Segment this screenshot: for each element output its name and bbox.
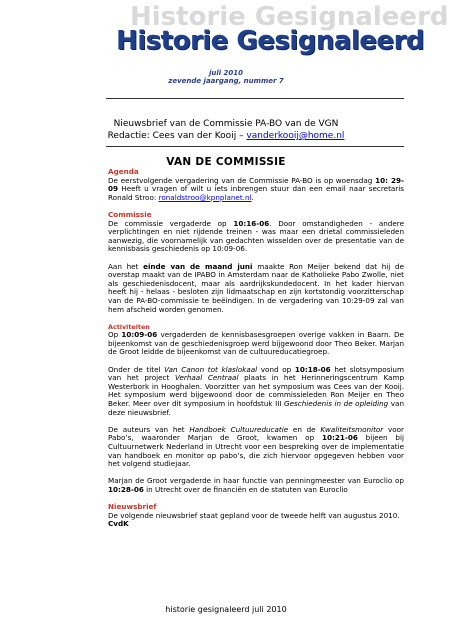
newsletter-subtitle: Nieuwsbrief van de Commissie PA-BO van de VGN bbox=[113, 119, 339, 129]
nieuwsbrief-paragraph: De volgende nieuwsbrief staat gepland voor de tweede helft van augustus 2010. bbox=[108, 510, 400, 520]
act2-date: 10:18-06 bbox=[294, 364, 331, 374]
activiteiten-paragraph-1 bbox=[108, 331, 404, 357]
act2-italic-3: Geschiedenis in de opleiding bbox=[284, 399, 389, 409]
commissie-text-2: . Door omstandigheden - andere verplichtingen en niet rijdende treinen - was maar een drietal commissieleden aanwezig, die voornamelijk van gedachten wisselden over de presentatie van de kennisbasis geschiedenis op 10:09-06. bbox=[108, 218, 404, 254]
act3-italic-2: Kwaliteitsmonitor bbox=[320, 424, 384, 434]
act3-text-3: voor Pabo’s, waaronder Marjan de Groot, kwamen op bbox=[108, 424, 404, 443]
agenda-date: 10: 29-09 bbox=[108, 175, 404, 194]
article-body bbox=[108, 168, 404, 529]
header-divider bbox=[106, 98, 404, 99]
act2-text-3: het slotsymposium van het project bbox=[108, 364, 404, 383]
act4-text: Marjan de Groot vergaderde in haar functie van penningmeester van Euroclio op bbox=[108, 476, 404, 486]
act-text-2: vergaderden de kennisbasesgroepen overige vakken in Baarn. De bijeenkomst van de geschiedenisgroep werd bijgewoond door Theo Beker. Marjan de Groot leidde de bijeenkomst van de cultuureducatiegroep. bbox=[108, 330, 404, 357]
act2-text-4: plaats in het Herinneringscentrum Kamp Westerbork in Hooghalen. Voorzitter van het symposium was Cees van der Kooij. Het symposium werd bijgewoond door de commissieleden Ron Meijer en Theo Beker. Meer over dit symposium in hoofdstuk III bbox=[108, 373, 405, 409]
act2-text-2: vond op bbox=[257, 364, 295, 374]
act2-text-5: van deze nieuwsbrief. bbox=[108, 399, 405, 417]
commissie-date: 10:16-06 bbox=[233, 218, 270, 228]
commissie-text: De commissie vergaderde op bbox=[108, 218, 234, 228]
act3-text-2: en de bbox=[288, 424, 321, 434]
act2-text: Onder de titel bbox=[108, 364, 165, 374]
agenda-text: De eerstvolgende vergadering van de Commissie PA-BO is op woensdag bbox=[108, 175, 376, 185]
act-text: Op bbox=[108, 330, 122, 340]
act4-text-2: in Utrecht over de financiën en de statuten van Euroclio bbox=[143, 484, 348, 494]
activiteiten-heading: Activiteiten bbox=[108, 322, 150, 331]
masthead bbox=[0, 0, 452, 100]
act3-italic: Handboek Cultuureducatie bbox=[189, 424, 289, 434]
act3-text-4: bijeen bij Cultuurnetwerk Nederland in Utrecht voor een bespreking over de implementatie van handboek en monitor op pabo’s, die zich hiervoor opgegeven hebben voor het volgend studiejaar. bbox=[108, 433, 404, 469]
secretary-email-link[interactable]: ronaldstroo@kpnplanet.nl bbox=[158, 192, 252, 202]
editor-email-link[interactable]: vanderkooij@home.nl bbox=[246, 131, 345, 141]
act4-date: 10:28-06 bbox=[108, 484, 144, 494]
section-title: VAN DE COMMISSIE bbox=[166, 156, 286, 168]
editor-line bbox=[0, 130, 452, 142]
agenda-text-3: . bbox=[251, 192, 254, 202]
masthead-title: Historie Gesignaleerd bbox=[116, 26, 424, 56]
nieuwsbrief-heading: Nieuwsbrief bbox=[108, 502, 157, 512]
commissie-text-3: Aan het bbox=[108, 261, 144, 271]
activiteiten-paragraph-3 bbox=[108, 426, 404, 469]
masthead-title-watermark: Historie Gesignaleerd bbox=[130, 2, 449, 32]
signature bbox=[108, 520, 404, 529]
act2-italic: Van Canon tot klaslokaal bbox=[164, 364, 258, 374]
act-date: 10:09-06 bbox=[121, 330, 158, 340]
commissie-bold: einde van de maand juni bbox=[143, 261, 253, 271]
edition-date: juli 2010 bbox=[208, 69, 244, 77]
edition-volume: zevende jaargang, nummer 7 bbox=[168, 77, 284, 85]
commissie-text-4: maakte Ron Meijer bekend dat hij de overstap maakt van de IPABO in Amsterdam naar de Katholieke Pabo Zwolle, niet als geschiedenisdocent, maar als aardrijkskundedocent. In het kader hiervan heeft hij - helaas - besloten zijn lidmaatschap en zijn kortstondig voorzitterschap van de PA-BO-commissie te beëindigen. In de vergadering van 10:29-09 zal van hem afscheid worden genomen. bbox=[108, 261, 404, 314]
agenda-text-2: Heeft u vragen of wilt u iets inbrengen stuur dan een email naar secretaris Ronald Stroo: bbox=[108, 184, 404, 202]
commissie-heading: Commissie bbox=[108, 209, 152, 219]
intro-divider bbox=[106, 146, 404, 147]
act3-text: De auteurs van het bbox=[108, 424, 190, 434]
act2-italic-2: Verhaal Centraal bbox=[174, 373, 239, 383]
page-footer: historie gesignaleerd juli 2010 bbox=[165, 605, 287, 614]
act3-date: 10:21-06 bbox=[321, 433, 358, 443]
editor-label: Redactie: Cees van der Kooij – bbox=[107, 131, 247, 141]
signature-initials: CvdK bbox=[108, 519, 129, 529]
agenda-paragraph bbox=[108, 177, 404, 203]
commissie-paragraph-2 bbox=[108, 263, 404, 315]
activiteiten-paragraph-4 bbox=[108, 477, 404, 494]
activiteiten-paragraph-2 bbox=[108, 366, 404, 418]
agenda-heading: Agenda bbox=[108, 167, 139, 176]
commissie-paragraph bbox=[108, 220, 404, 254]
